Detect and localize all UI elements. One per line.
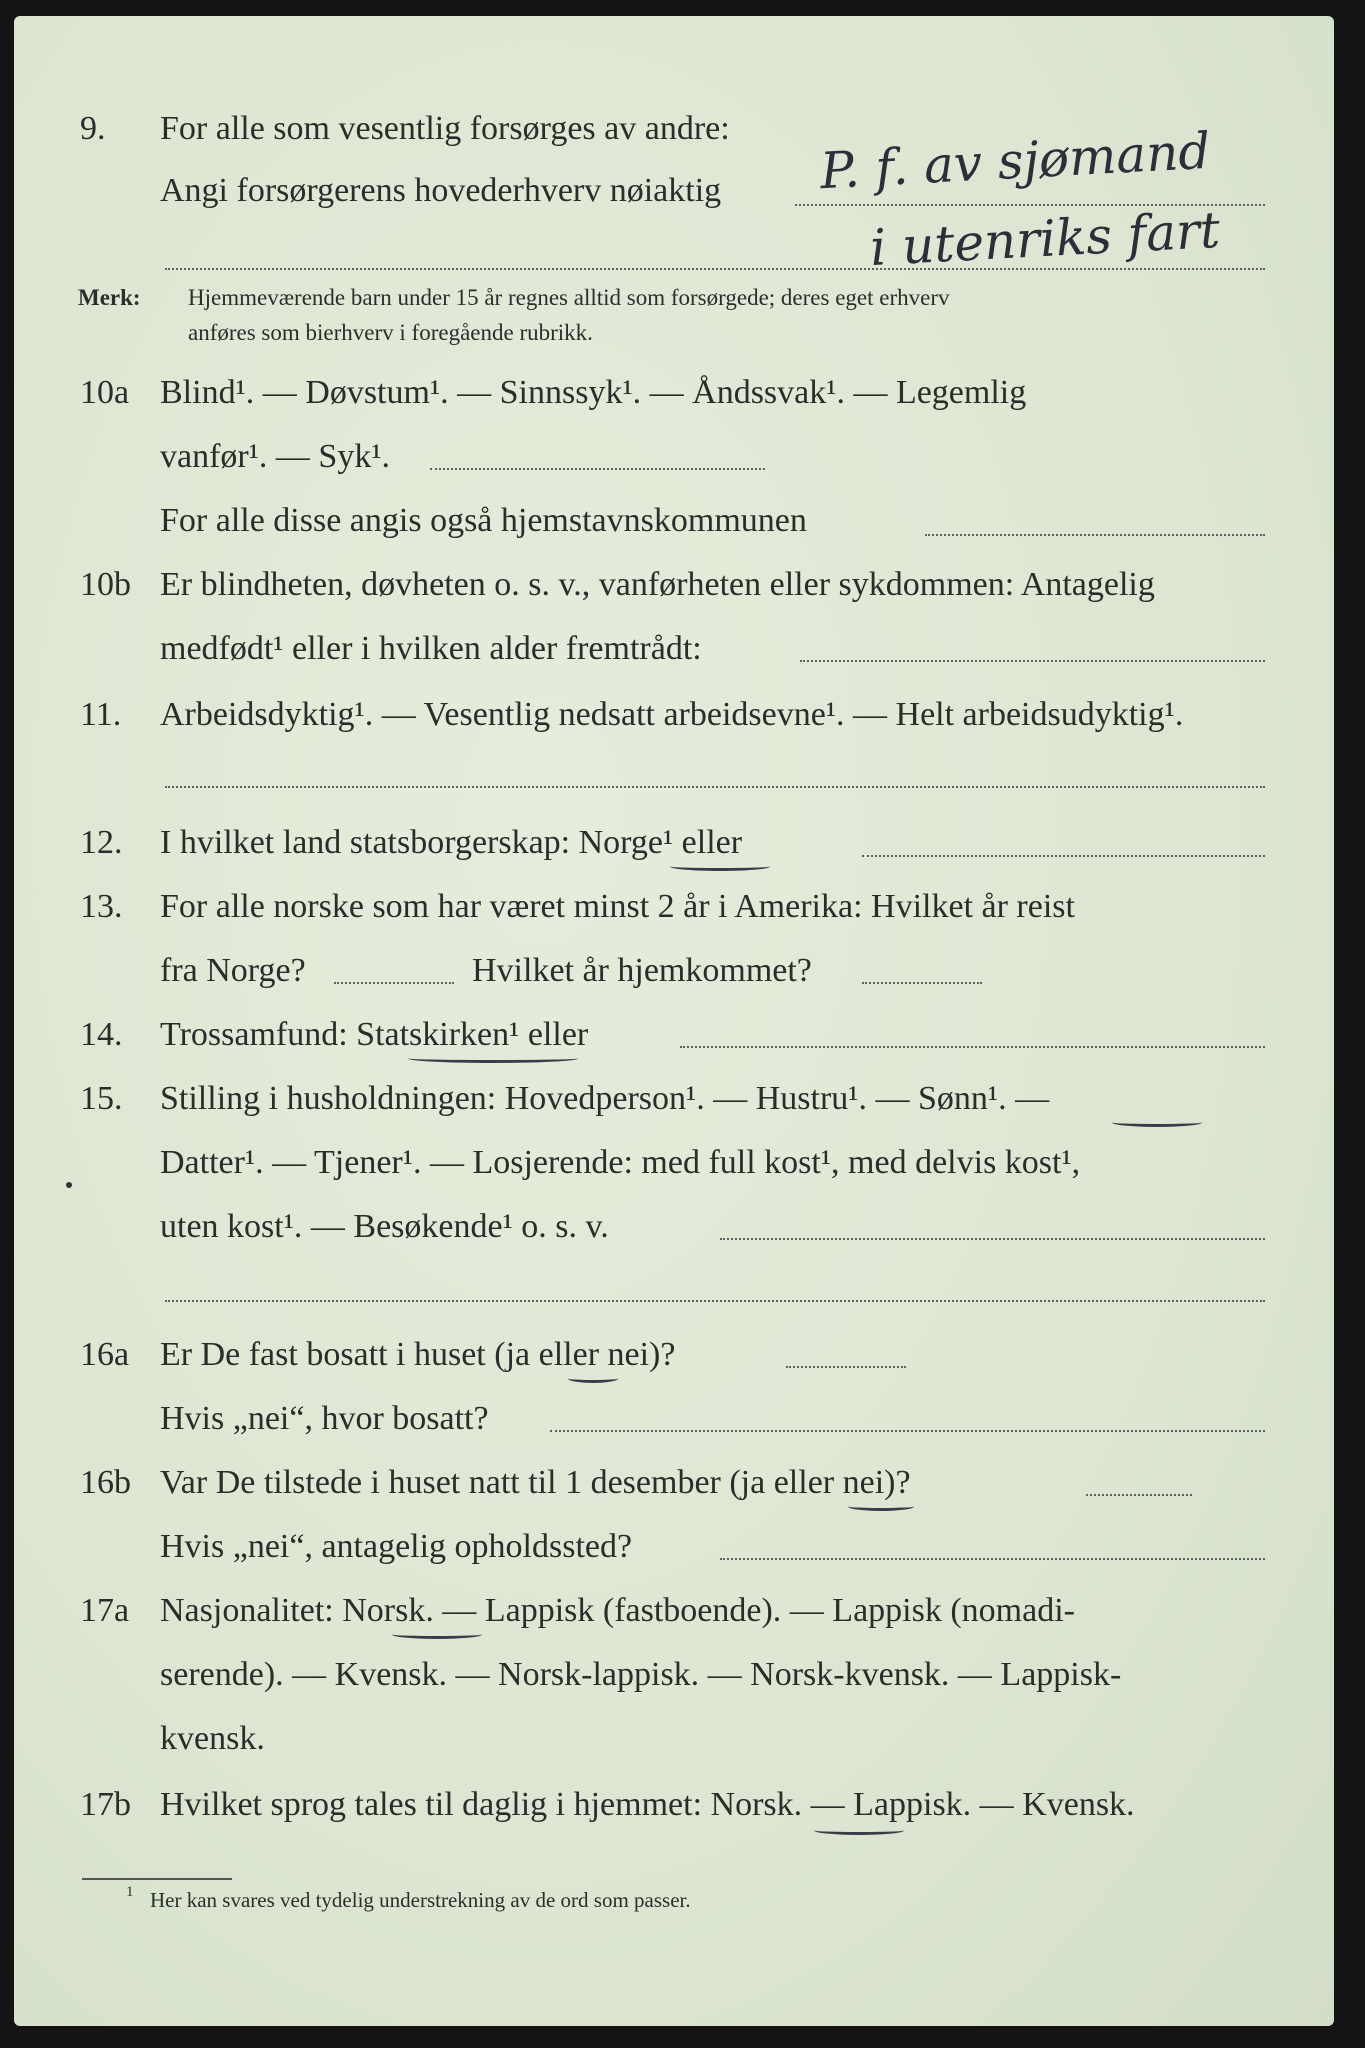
q16a-text-1: Er De fast bosatt i huset (ja eller nei)? <box>160 1336 676 1373</box>
q12-text-1: I hvilket land statsborgerskap: Norge¹ eller <box>160 824 743 861</box>
q15-text-1: Stilling i husholdningen: Hovedperson¹. — Hustru¹. — Sønn¹. — <box>160 1080 1050 1117</box>
q16b-answer-line-1 <box>1086 1494 1192 1496</box>
q9-number: 9. <box>80 110 106 147</box>
q13-number: 13. <box>80 888 123 925</box>
q15-text-2: Datter¹. — Tjener¹. — Losjerende: med full kost¹, med delvis kost¹, <box>160 1144 1081 1181</box>
merk-text-1: Hjemmeværende barn under 15 år regnes alltid som forsørgede; deres eget erhverv <box>188 285 950 310</box>
q17a-text-1: Nasjonalitet: Norsk. — Lappisk (fastboende). — Lappisk (nomadi- <box>160 1592 1075 1629</box>
q10a-text-2: vanfør¹. — Syk¹. <box>160 438 391 475</box>
q16b-text-1: Var De tilstede i huset natt til 1 desember (ja eller nei)? <box>160 1464 911 1501</box>
q10a-text-3: For alle disse angis også hjemstavnskommunen <box>160 502 807 539</box>
q10b-text-1: Er blindheten, døvheten o. s. v., vanførheten eller sykdommen: Antagelig <box>160 566 1155 603</box>
q11-answer-line <box>165 786 1265 788</box>
q15-number: 15. <box>80 1080 123 1117</box>
q13-text-1: For alle norske som har været minst 2 år i Amerika: Hvilket år reist <box>160 888 1075 925</box>
q11-text-1: Arbeidsdyktig¹. — Vesentlig nedsatt arbeidsevne¹. — Helt arbeidsudyktig¹. <box>160 696 1184 733</box>
q15-answer-line-2 <box>165 1300 1265 1302</box>
q16a-underline-ja <box>568 1374 618 1383</box>
q17b-number: 17b <box>80 1786 131 1823</box>
q14-text-1: Trossamfund: Statskirken¹ eller <box>160 1016 589 1053</box>
q16a-answer-line-1 <box>786 1366 906 1368</box>
q15-answer-line-1 <box>720 1238 1265 1240</box>
q10b-number: 10b <box>80 566 131 603</box>
q9-handwritten-answer-2: i utenriks fart <box>868 200 1222 278</box>
q9-text-1: For alle som vesentlig forsørges av andre: <box>160 110 730 147</box>
q12-underline-norge <box>670 862 770 871</box>
q10b-answer-line <box>800 660 1265 662</box>
q17a-underline-norsk <box>392 1630 482 1639</box>
footnote <box>126 1884 691 1913</box>
q17a-text-3: kvensk. <box>160 1720 265 1757</box>
q12-number: 12. <box>80 824 123 861</box>
q17b-underline-norsk <box>814 1826 904 1835</box>
q16a-text-2: Hvis „nei“, hvor bosatt? <box>160 1400 489 1437</box>
q11-number: 11. <box>80 696 122 733</box>
q13-text-2b: Hvilket år hjemkommet? <box>472 952 812 989</box>
q13-text-2a: fra Norge? <box>160 952 306 989</box>
q10b-text-2: medfødt¹ eller i hvilken alder fremtrådt: <box>160 630 702 667</box>
q16b-answer-line-2 <box>720 1558 1265 1560</box>
q12-answer-line <box>862 855 1265 857</box>
q10a-text-1: Blind¹. — Døvstum¹. — Sinnssyk¹. — Åndssvak¹. — Legemlig <box>160 374 1027 411</box>
q13-answer-line-1 <box>334 982 454 984</box>
q17a-number: 17a <box>80 1592 130 1629</box>
q10a-answer-line-1 <box>430 468 765 470</box>
q9-handwritten-answer-1: P. f. av sjømand <box>818 121 1212 201</box>
q10a-number: 10a <box>80 374 130 411</box>
q9-text-2: Angi forsørgerens hovederhverv nøiaktig <box>160 172 722 209</box>
q16a-number: 16a <box>80 1336 130 1373</box>
q17a-text-2: serende). — Kvensk. — Norsk-lappisk. — Norsk-kvensk. — Lappisk- <box>160 1656 1122 1693</box>
ink-dot <box>66 1182 72 1188</box>
q16b-number: 16b <box>80 1464 131 1501</box>
q17b-text-1: Hvilket sprog tales til daglig i hjemmet: Norsk. — Lappisk. — Kvensk. <box>160 1786 1135 1823</box>
footnote-text: Her kan svares ved tydelig understrekning av de ord som passer. <box>150 1888 691 1912</box>
q14-underline-statskirken <box>408 1054 578 1063</box>
q15-text-3: uten kost¹. — Besøkende¹ o. s. v. <box>160 1208 609 1245</box>
q16b-text-2: Hvis „nei“, antagelig opholdssted? <box>160 1528 633 1565</box>
q14-answer-line <box>680 1046 1265 1048</box>
q10a-answer-line-2 <box>925 534 1265 536</box>
merk-label: Merk: <box>78 285 141 310</box>
q16b-underline-ja <box>848 1502 914 1511</box>
q13-answer-line-2 <box>862 982 982 984</box>
merk-text-2: anføres som bierhverv i foregående rubrikk. <box>188 320 593 345</box>
q14-number: 14. <box>80 1016 123 1053</box>
footnote-rule <box>82 1878 232 1880</box>
q9-answer-line-2 <box>165 268 1265 270</box>
footnote-mark: 1 <box>126 1884 134 1900</box>
q15-underline-sonn <box>1112 1118 1202 1127</box>
q16a-answer-line-2 <box>550 1430 1265 1432</box>
